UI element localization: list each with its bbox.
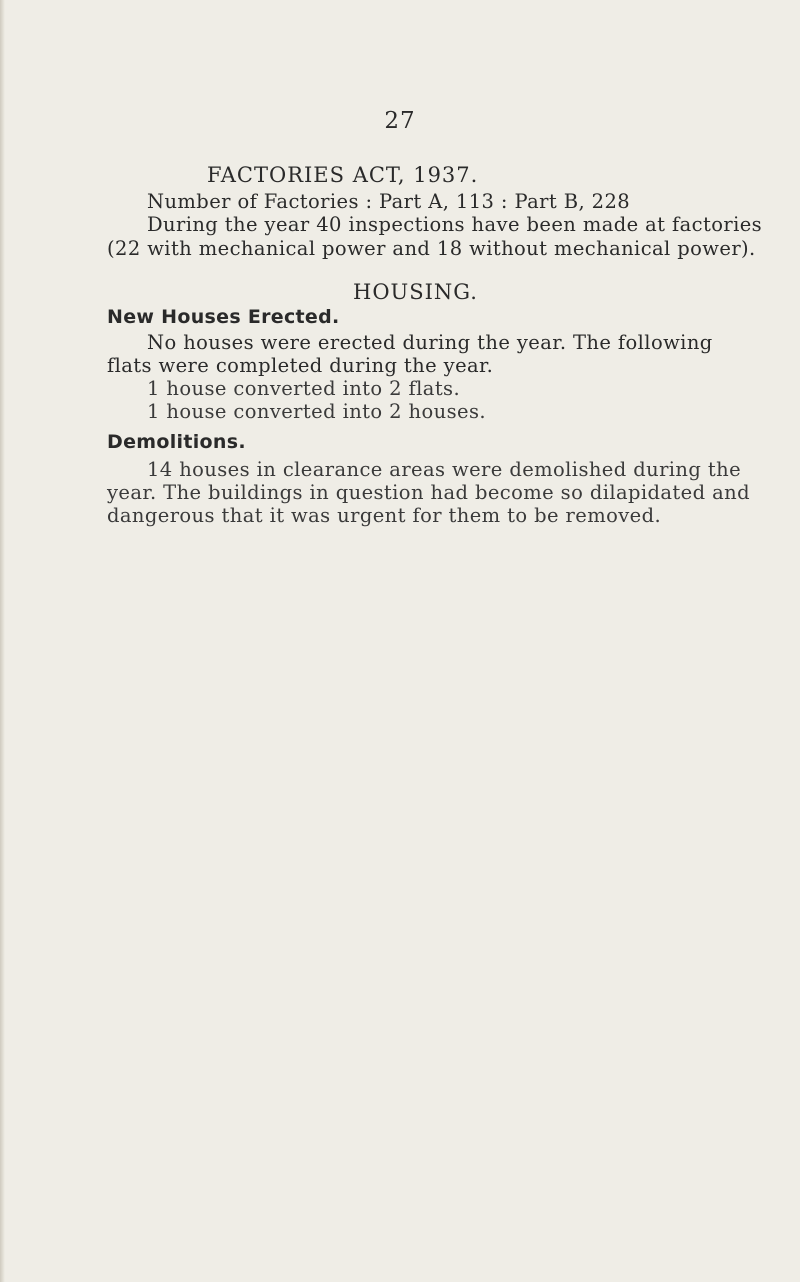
demolitions-line-3: dangerous that it was urgent for them to be removed. xyxy=(107,504,662,527)
demolitions-subheading: Demolitions. xyxy=(107,431,246,453)
new-houses-subheading: New Houses Erected. xyxy=(107,306,340,328)
factories-line-1: Number of Factories : Part A, 113 : Part B, 228 xyxy=(147,190,631,213)
demolitions-line-1: 14 houses in clearance areas were demolished during the xyxy=(147,458,742,481)
page-number: 27 xyxy=(384,108,416,134)
housing-heading: HOUSING. xyxy=(353,280,478,304)
new-houses-line-1: No houses were erected during the year. The following xyxy=(147,331,713,354)
demolitions-line-2: year. The buildings in question had become so dilapidated and xyxy=(107,481,750,504)
factories-line-2: During the year 40 inspections have been made at factories xyxy=(147,213,763,236)
factories-heading: FACTORIES ACT, 1937. xyxy=(207,163,479,187)
page-edge xyxy=(0,0,5,1282)
new-houses-line-3: 1 house converted into 2 flats. xyxy=(147,377,461,400)
new-houses-line-2: flats were completed during the year. xyxy=(107,354,494,377)
factories-line-3: (22 with mechanical power and 18 without mechanical power). xyxy=(107,237,756,260)
new-houses-line-4: 1 house converted into 2 houses. xyxy=(147,400,486,423)
